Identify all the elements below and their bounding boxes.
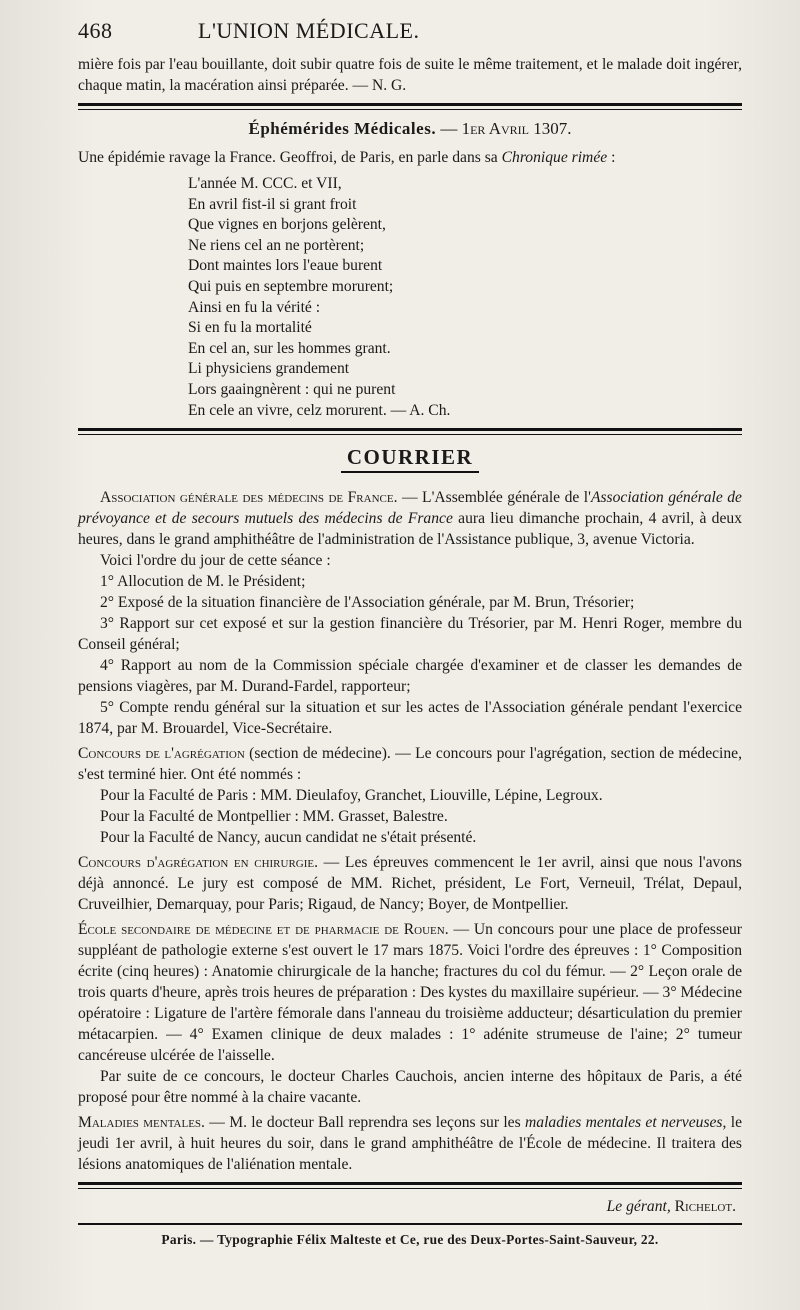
- faculty-line: Pour la Faculté de Nancy, aucun candidat ne s'était présenté.: [100, 829, 477, 847]
- intro-paragraph: mière fois par l'eau bouillante, doit subir quatre fois de suite le même traitement, et le malade doit ingérer, chaque matin, la macération ainsi préparée. — N. G.: [78, 56, 742, 94]
- agenda-item: 5° Compte rendu général sur la situation et sur les actes de l'Association générale pendant l'exercice 1874, par M. Brouardel, Vice-Secrétaire.: [78, 699, 742, 738]
- chronique-title: Chronique rimée: [501, 149, 608, 166]
- poem-line: Ainsi en fu la vérité :: [188, 298, 321, 316]
- running-head: [78, 18, 742, 44]
- poem-line: En avril fist-il si grant froit: [188, 195, 357, 213]
- ephemerides-date: — 1er Avril 1307.: [440, 119, 572, 138]
- signature: [78, 1198, 736, 1216]
- faculty-line: Pour la Faculté de Paris : MM. Dieulafoy, Granchet, Liouville, Lépine, Legroux.: [100, 787, 603, 805]
- poem-line: En cel an, sur les hommes grant.: [188, 339, 391, 357]
- poem-line: Lors gaaingnèrent : qui ne purent: [188, 380, 396, 398]
- section-divider: [78, 103, 742, 110]
- poem-line: Que vignes en borjons gelèrent,: [188, 216, 386, 234]
- journal-title: L'UNION MÉDICALE.: [198, 18, 420, 43]
- poem: [188, 174, 742, 421]
- ecole-rouen-paragraph: École secondaire de médecine et de pharmacie de Rouen. — Un concours pour une place de professeur suppléant de pathologie externe s'est ouvert le 17 mars 1875. Voici l'ordre des épreuves : 1° Composition écrite (cinq heures) : Anatomie chirurgicale de la hanche; fractures du col du fémur. — 2° Leçon orale de trois quarts d'heure, après trois heures de préparation : Des kystes du maxillaire supérieur. — 3° Médecine opératoire : Ligature de l'artère fémorale dans l'anneau du troisième adducteur; désarticulation du premier métacarpien. — 4° Examen clinique de deux malades : 1° adénite strumeuse de l'aine; 2° tumeur cancéreuse ulcérée de l'aisselle.: [78, 921, 742, 1065]
- signature-name: Richelot.: [674, 1198, 736, 1216]
- poem-line: Qui puis en septembre morurent;: [188, 277, 394, 295]
- ephemerides-title: Éphémérides Médicales.: [248, 119, 437, 138]
- courrier-heading: COURRIER: [341, 445, 479, 473]
- order-intro: Voici l'ordre du jour de cette séance :: [100, 552, 331, 570]
- agenda-item: 2° Exposé de la situation financière de l'Association générale, par M. Brun, Trésorier;: [100, 594, 635, 612]
- poem-line: L'année M. CCC. et VII,: [188, 175, 342, 192]
- agenda-item: 4° Rapport au nom de la Commission spéciale chargée d'examiner et de classer les demandes de pensions viagères, par M. Durand-Fardel, rapporteur;: [78, 657, 742, 696]
- ephemerides-heading: [78, 119, 742, 139]
- section-divider: [78, 428, 742, 435]
- footer-divider: [78, 1223, 742, 1225]
- faculty-line: Pour la Faculté de Montpellier : MM. Grasset, Balestre.: [100, 808, 448, 826]
- poem-line: Si en fu la mortalité: [188, 319, 312, 337]
- poem-line: Dont maintes lors l'eaue burent: [188, 257, 383, 275]
- poem-line: En cele an vivre, celz morurent. — A. Ch.: [188, 401, 451, 419]
- poem-line: Li physiciens grandement: [188, 360, 350, 378]
- page-number: 468: [78, 18, 113, 43]
- ephemerides-intro: Une épidémie ravage la France. Geoffroi, de Paris, en parle dans sa Chronique rimée :: [78, 149, 616, 166]
- ecole-rouen-result: Par suite de ce concours, le docteur Charles Cauchois, ancien interne des hôpitaux de Paris, a été proposé pour être nommé à la chaire vacante.: [78, 1068, 742, 1107]
- concours-chirurgie-paragraph: Concours d'agrégation en chirurgie. — Les épreuves commencent le 1er avril, ainsi que nous l'avons déjà annoncé. Le jury est composé de MM. Richet, président, Le Fort, Verneuil, Trélat, Depaul, Cruveilhier, Demarquay, pour Paris; Rigaud, de Nancy; Boyer, de Montpellier.: [78, 854, 742, 914]
- signature-label: Le gérant,: [606, 1198, 671, 1216]
- section-divider: [78, 1182, 742, 1189]
- poem-line: Ne riens cel an ne portèrent;: [188, 236, 365, 254]
- maladies-mentales-paragraph: Maladies mentales. — M. le docteur Ball reprendra ses leçons sur les maladies mentales et nerveuses, le jeudi 1er avril, à huit heures du soir, dans le grand amphithéâtre de l'École de médecine. Il traitera des lésions anatomiques de l'aliénation mentale.: [78, 1114, 743, 1174]
- association-paragraph: Association générale des médecins de France. — L'Assemblée générale de l'Association générale de prévoyance et de secours mutuels des médecins de France aura lieu dimanche prochain, 4 avril, à deux heures, dans le grand amphithéâtre de l'administration de l'Assistance publique, 3, avenue Victoria.: [78, 489, 742, 549]
- agenda-item: 3° Rapport sur cet exposé et sur la gestion financière du Trésorier, par M. Henri Roger, membre du Conseil général;: [78, 615, 742, 654]
- agenda-item: 1° Allocution de M. le Président;: [100, 573, 306, 591]
- concours-agregation-paragraph: Concours de l'agrégation (section de médecine). — Le concours pour l'agrégation, section de médecine, s'est terminé hier. Ont été nommés :: [78, 745, 742, 784]
- printer-imprint: Paris. — Typographie Félix Malteste et Ce, rue des Deux-Portes-Saint-Sauveur, 22.: [161, 1232, 659, 1248]
